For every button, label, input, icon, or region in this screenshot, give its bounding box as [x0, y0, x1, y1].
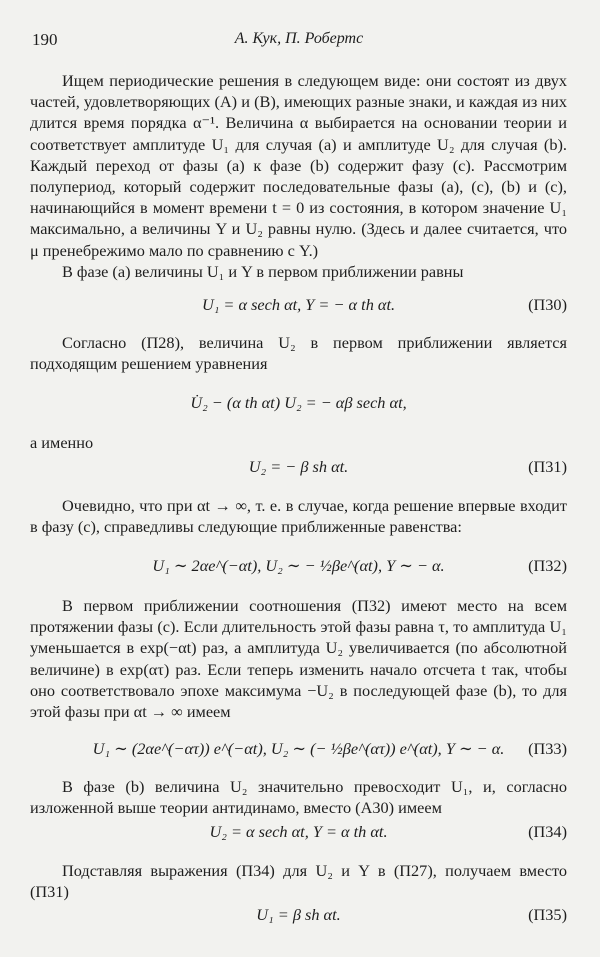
equation-p34	[30, 821, 567, 846]
equation-formula: U₁ = α sech αt, Y = − α th αt.	[201, 295, 396, 315]
equation-p30	[30, 294, 567, 319]
equation-p35	[30, 904, 567, 929]
equation-number: (П33)	[528, 739, 567, 759]
running-title: А. Кук, П. Робертс	[234, 30, 364, 47]
equation-p31	[30, 456, 567, 481]
equation-number: (П31)	[528, 456, 567, 476]
paragraph-6: В первом приближении соотношения (П32) имеют место на всем протяжении фазы (c). Если длительность этой фазы равна τ, то амплитуда U₁ уменьшается в exp(−αt) раз, а амплитуда U₂ увеличивается (по абсолютной величине) в exp(ατ) раз. Если теперь изменить начало отсчета t так, чтобы оно соответствовало эпохе максимума −U₂ в последующей фазе (b), то для этой фазы при αt → ∞ имеем	[30, 596, 567, 722]
equation-formula: U₁ ∼ (2αe^(−ατ)) e^(−αt), U₂ ∼ (− ½βe^(ατ)) e^(αt), Y ∼ − α.	[92, 739, 505, 759]
equation-formula: U₂ = − β sh αt.	[248, 456, 349, 476]
paragraph-2: В фазе (a) величины U₁ и Y в первом приближении равны	[62, 261, 464, 281]
paragraph-5: Очевидно, что при αt → ∞, т. е. в случае, когда решение впервые входит в фазу (c), справедливы следующие приближенные равенства:	[30, 495, 567, 536]
paragraph-1: Ищем периодические решения в следующем виде: они состоят из двух частей, удовлетворяющих (A) и (B), имеющих разные знаки, и каждая из них длится время порядка α⁻¹. Величина α выбирается на основании теории и соответствует амплитуде U₁ для случая (a) и амплитуде U₂ для случая (b). Каждый переход от фазы (a) к фазе (b) содержит фазу (c). Рассмотрим полупериод, который содержит последовательные фазы (a), (c), (b) и (c), начинающийся в момент времени t = 0 из состояния, в котором значение U₁ максимально, а величины Y и U₂ равны нулю. (Здесь и далее считается, что μ пренебрежимо мало по сравнению с Y.)	[30, 71, 567, 260]
paragraph-7: В фазе (b) величина U₂ значительно превосходит U₁, и, согласно изложенной выше теории антидинамо, вместо (А30) имеем	[30, 777, 567, 818]
paragraph-3: Согласно (П28), величина U₂ в первом приближении является подходящим решением уравнения	[30, 333, 567, 374]
equation-number: (П35)	[528, 905, 567, 925]
page-number: 190	[32, 30, 58, 49]
equation-unnumbered	[30, 384, 567, 422]
equation-p33	[30, 728, 567, 768]
equation-p32	[30, 547, 567, 585]
paragraph-8: Подставляя выражения (П34) для U₂ и Y в (П27), получаем вместо (П31)	[30, 860, 567, 901]
equation-number: (П34)	[528, 821, 567, 841]
equation-number: (П30)	[528, 295, 567, 315]
equation-formula: U̇₂ − (α th αt) U₂ = − αβ sech αt,	[190, 393, 407, 413]
equation-number: (П32)	[528, 556, 567, 576]
page-body	[30, 70, 567, 943]
paragraph-4: а именно	[30, 433, 94, 453]
equation-formula: U₂ = α sech αt, Y = α th αt.	[209, 821, 388, 841]
page-header	[32, 30, 566, 54]
equation-formula: U₁ ∼ 2αe^(−αt), U₂ ∼ − ½βe^(αt), Y ∼ − α.	[152, 556, 445, 576]
equation-formula: U₁ = β sh αt.	[256, 905, 341, 925]
